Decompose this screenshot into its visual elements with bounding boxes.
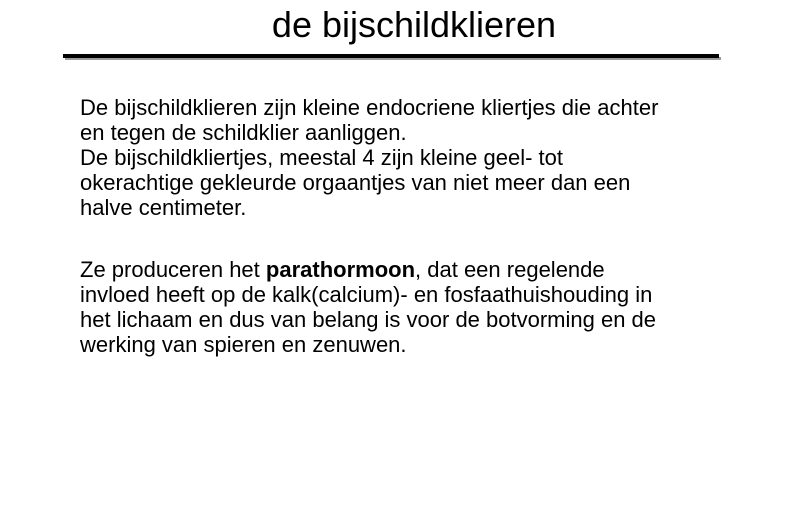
paragraph-line: okerachtige gekleurde orgaantjes van niet meer dan een (80, 170, 631, 195)
paragraph-line: werking van spieren en zenuwen. (80, 332, 407, 357)
paragraph-line: De bijschildklieren zijn kleine endocriene kliertjes die achter (80, 95, 659, 120)
title-underline (63, 54, 719, 58)
paragraph-line: De bijschildkliertjes, meestal 4 zijn kleine geel- tot (80, 145, 563, 170)
slide-title: de bijschildklieren (271, 4, 557, 45)
paragraph-intro (80, 95, 760, 220)
paragraph-line: halve centimeter. (80, 195, 247, 220)
paragraph-line: invloed heeft op de kalk(calcium)- en fosfaathuishouding in (80, 282, 653, 307)
text-segment: , dat een regelende (415, 257, 605, 282)
text-segment: Ze produceren het (80, 257, 266, 282)
paragraph-line: en tegen de schildklier aanliggen. (80, 120, 407, 145)
paragraph-line: het lichaam en dus van belang is voor de botvorming en de (80, 307, 657, 332)
paragraph-function (80, 257, 760, 357)
paragraph-line (80, 257, 760, 282)
bold-term: parathormoon (265, 257, 416, 282)
